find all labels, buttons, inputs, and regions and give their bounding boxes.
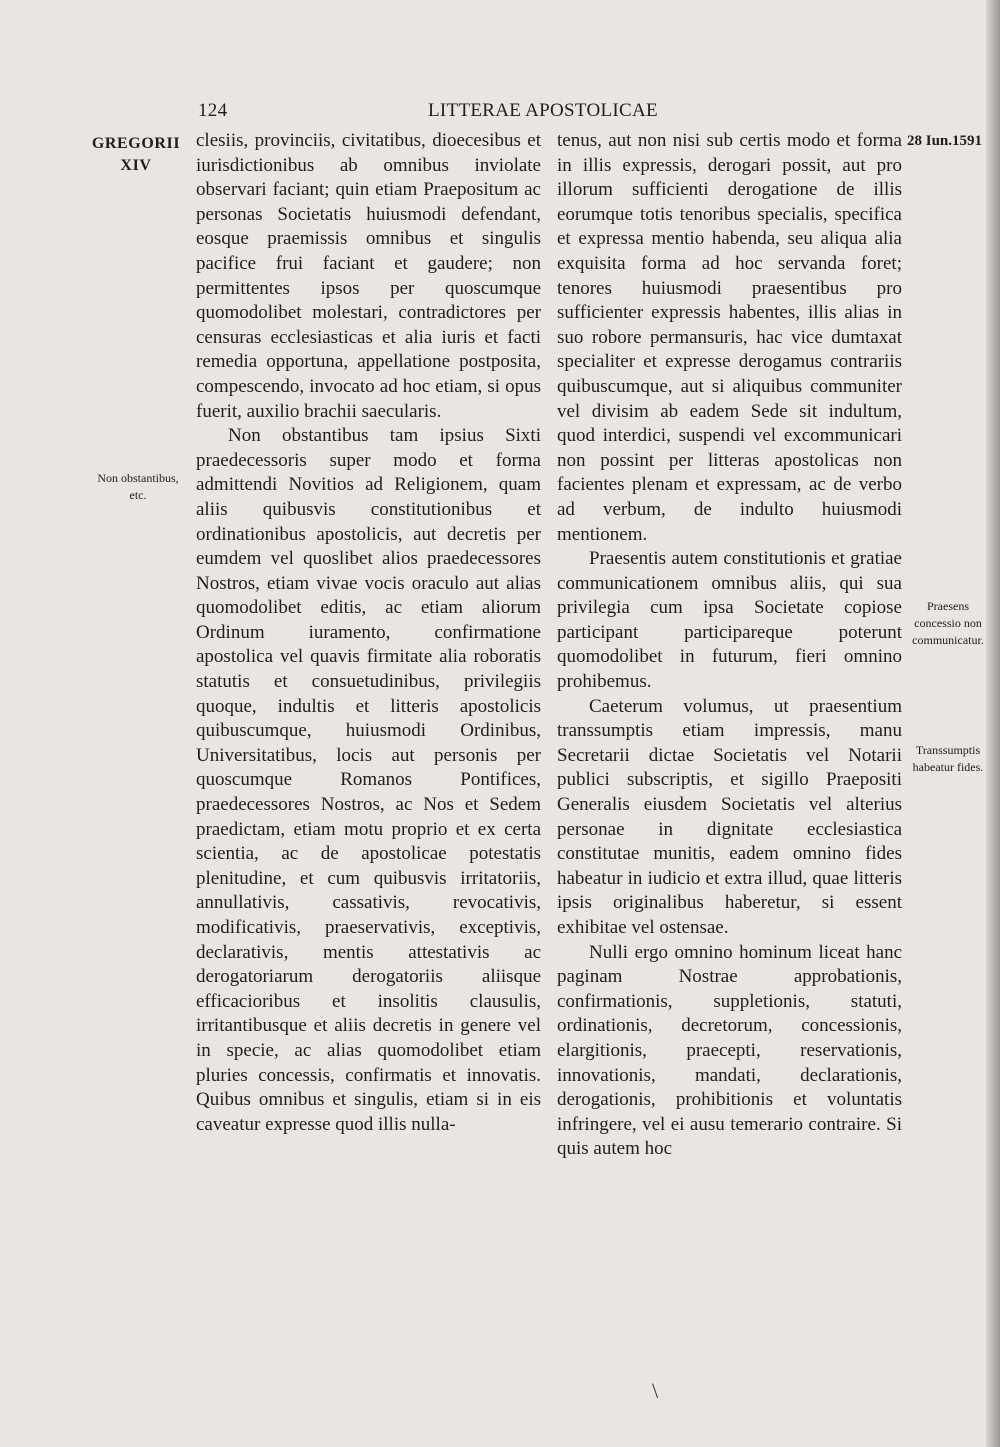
paragraph: Caeterum volumus, ut praesentium transsumptis etiam impressis, manu Secretarii dictae Societatis vel Notarii publici subscriptis, et sigillo Praepositi Generalis eiusdem Societatis vel alterius personae in dignitate ecclesiastica constitutae munitis, eadem omnino fides habeatur in iudicio et extra illud, quae litteris ipsis originalibus haberetur, si essent exhibitae vel ostensae.: [557, 695, 902, 938]
paragraph: Nulli ergo omnino hominum liceat hanc paginam Nostrae approbationis, confirmationis, suppletionis, statuti, ordinationis, decretorum, concessionis, elargitionis, praecepti, reservationis, innovationis, mandati, declarationis, derogationis, prohibitionis et voluntatis infringere, vel ei ausu temerario contraire. Si quis autem hoc: [557, 941, 902, 1160]
margin-date: 28 Iun.1591: [907, 133, 983, 149]
paragraph: tenus, aut non nisi sub certis modo et forma in illis expressis, derogari possit, aut pro illorum sufficienti derogatione de illis eorumque totis tenoribus specialis, specifica et expressa mentio habenda, seu aliqua alia exquisita forma ad hoc servanda foret; tenores huiusmodi praesentibus pro sufficienter expressis habentes, illis alias in suo robore permansuris, hac vice dumtaxat specialiter et expresse derogamus contrariis quibuscumque, aut si aliquibus communiter vel divisim ab eadem Sede sit indultum, quod interdici, suspendi vel excommunicari non possint per litteras apostolicas non facientes plenam et expressam, ac de verbo ad verbum, de indulto huiusmodi mentionem.: [557, 130, 902, 545]
paragraph: Non obstantibus tam ipsius Sixti praedecessoris super modo et forma admittendi Novitios ad Religionem, quam aliis quibusvis constitutionibus et ordinationibus apostolicis, aut decretis per eumdem vel quoslibet alios praedecessores Nostros, etiam vivae vocis oraculo aut alias quomodolibet editis, ac etiam aliorum Ordinum iuramento, confirmatione apostolica vel quavis firmitate alia roboratis statutis et consuetudinibus, privilegiis quoque, indultis et litteris apostolicis quibuscumque, huiusmodi Ordinibus, Universitatibus, locis aut personis per quoscumque Romanos Pontifices, praedecessores Nostros, ac Nos et Sedem praedictam, etiam motu proprio et ex certa scientia, ac de apostolicae potestatis plenitudine, et cum quibusvis irritatoriis, annullativis, cassativis, revocativis, modificativis, praeservativis, exceptivis, declarativis, mentis attestativis ac derogatoriarum derogatoriis aliisque efficacioribus et insolitis clausulis, irritantibusque et aliis decretis in genere vel in specie, ac alias quomodolibet etiam pluries concessis, confirmatis et innovatis. Quibus omnibus et singulis, etiam si in eis caveatur expresse quod illis nulla-: [196, 425, 541, 1135]
margin-note-praesens: Praesens concessio non communicatur.: [912, 599, 984, 647]
margin-author: GREGORII XIV: [91, 135, 181, 174]
margin-note-non-obstantibus: Non obstantibus, etc.: [97, 471, 179, 502]
page-number: 124: [198, 100, 228, 121]
page-edge-shadow: [986, 0, 1000, 1447]
text-column-left: [196, 129, 541, 1137]
running-head: [198, 100, 928, 126]
paragraph: clesiis, provinciis, civitatibus, dioecesibus et iurisdictionibus ab omnibus inviolate observari faciant; quin etiam Praepositum ac personas Societatis huiusmodi defendant, eosque praemissis omnibus et singulis pacifice frui faciant et gaudere; non permittentes ipsos per quoscumque quomodolibet molestari, contradictores per censuras ecclesiasticas et alia iuris et facti remedia opportuna, appellatione postposita, compescendo, invocato ad hoc etiam, si opus fuerit, auxilio brachii saecularis.: [196, 130, 541, 422]
margin-note-transsumptis: Transsumptis habeatur fides.: [912, 743, 984, 774]
page-title: LITTERAE APOSTOLICAE: [428, 100, 658, 121]
pencil-mark: \: [652, 1378, 659, 1403]
text-column-right: [557, 129, 902, 1162]
paragraph: Praesentis autem constitutionis et gratiae communicationem omnibus aliis, qui sua privilegia cum ipsa Societate copiose participant participareque poterunt quomodolibet in futurum, fieri omnino prohibemus.: [557, 548, 902, 693]
